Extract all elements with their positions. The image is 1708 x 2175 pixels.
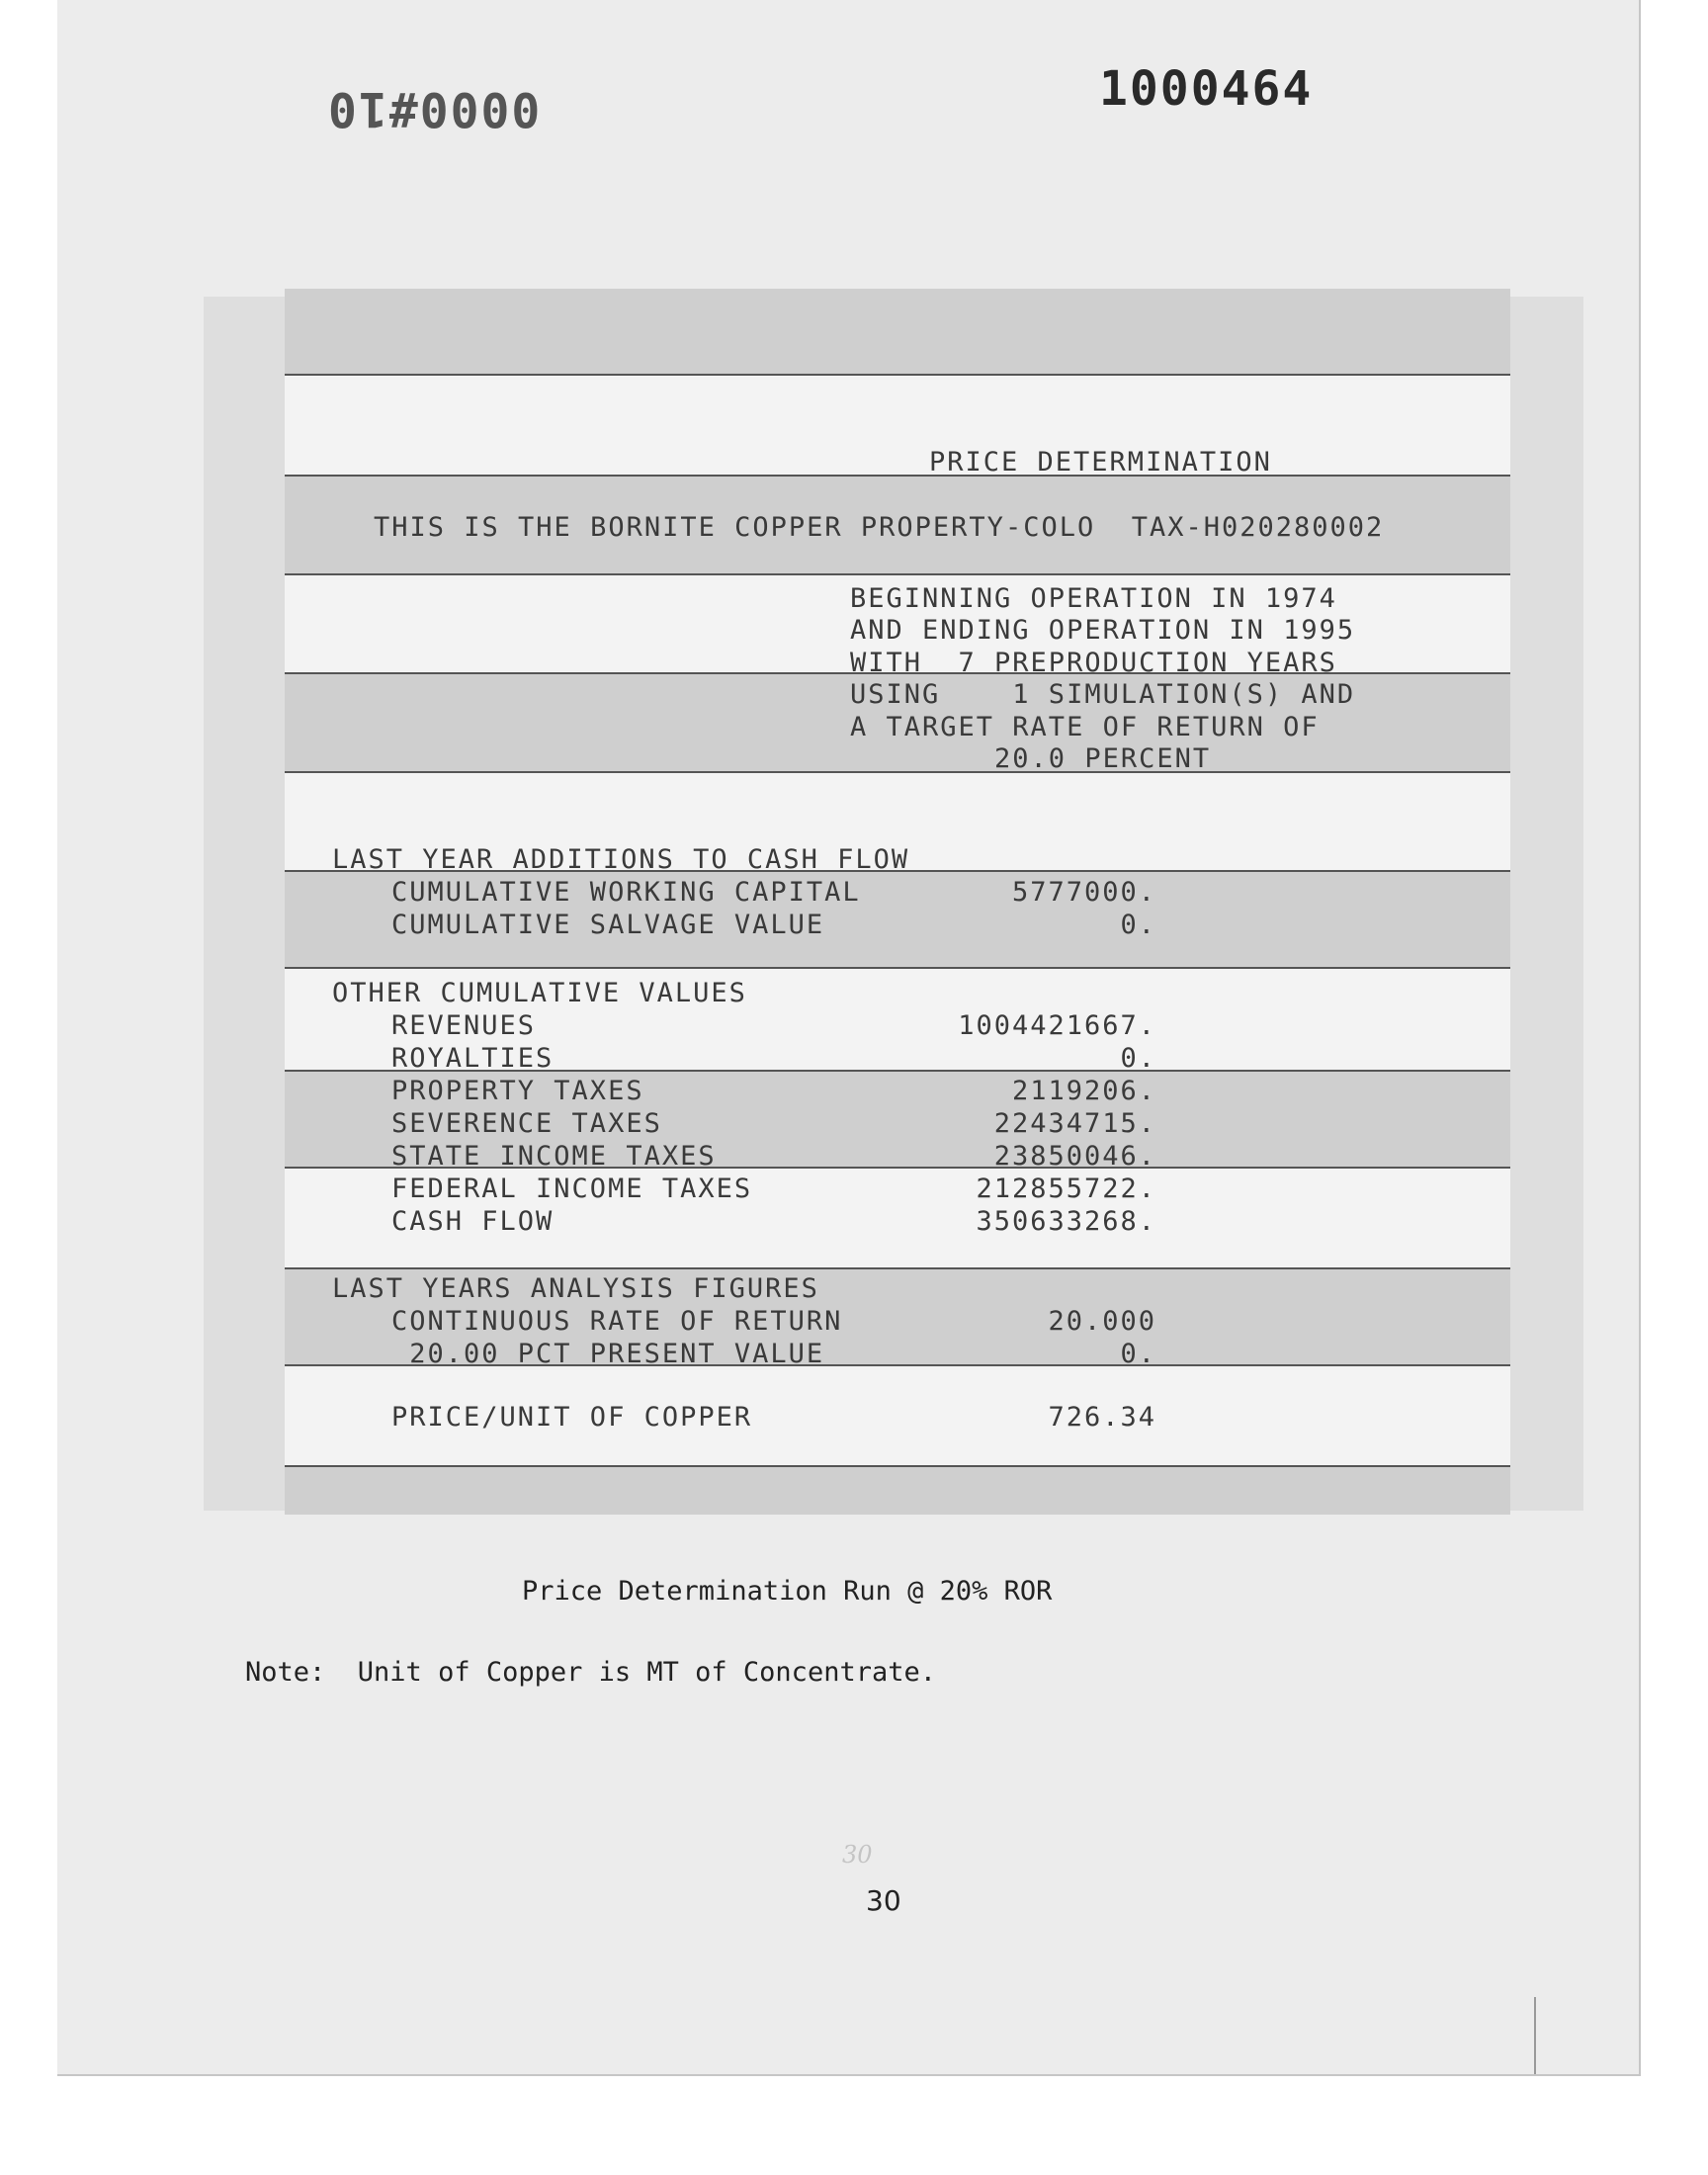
operation-line: WITH 7 PREPRODUCTION YEARS xyxy=(850,648,1337,678)
document-id-stamp: 1000464 xyxy=(1099,61,1314,117)
row-value: 23850046. xyxy=(993,1141,1156,1172)
row-label: ROYALTIES xyxy=(391,1043,555,1074)
faint-handwritten-mark: 30 xyxy=(842,1841,873,1869)
row-label: STATE INCOME TAXES xyxy=(391,1141,717,1172)
section-heading: OTHER CUMULATIVE VALUES xyxy=(332,978,747,1008)
row-value: 1004421667. xyxy=(958,1010,1156,1041)
row-label: REVENUES xyxy=(391,1010,537,1041)
operation-line: USING 1 SIMULATION(S) AND xyxy=(850,679,1356,710)
document-page xyxy=(57,0,1641,2076)
row-label: CONTINUOUS RATE OF RETURN xyxy=(391,1306,843,1337)
footnote: Note: Unit of Copper is MT of Concentrate. xyxy=(245,1657,936,1688)
printout-band xyxy=(285,289,1510,376)
printout-title: PRICE DETERMINATION xyxy=(929,447,1272,478)
row-label: 20.00 PCT PRESENT VALUE xyxy=(391,1339,825,1369)
figure-caption: Price Determination Run @ 20% ROR xyxy=(522,1576,1053,1607)
row-value: 0. xyxy=(1120,1339,1156,1369)
row-value: 0. xyxy=(1120,910,1156,940)
price-label: PRICE/UNIT OF COPPER xyxy=(391,1402,753,1433)
row-value: 5777000. xyxy=(1011,877,1156,908)
operation-line: BEGINNING OPERATION IN 1974 xyxy=(850,583,1337,614)
computer-printout xyxy=(285,289,1510,1515)
row-value: 0. xyxy=(1120,1043,1156,1074)
scan-edge-line xyxy=(1534,1997,1536,2074)
price-value: 726.34 xyxy=(1048,1402,1156,1433)
row-value: 350633268. xyxy=(976,1206,1156,1237)
printout-band xyxy=(285,1467,1510,1515)
row-label: CASH FLOW xyxy=(391,1206,555,1237)
operation-line: 20.0 PERCENT xyxy=(850,743,1212,774)
row-value: 20.000 xyxy=(1048,1306,1156,1337)
operation-line: AND ENDING OPERATION IN 1995 xyxy=(850,615,1356,646)
row-value: 212855722. xyxy=(976,1174,1156,1204)
property-line: THIS IS THE BORNITE COPPER PROPERTY-COLO TAX-H020280002 xyxy=(374,512,1385,543)
row-label: CUMULATIVE WORKING CAPITAL xyxy=(391,877,861,908)
row-label: SEVERENCE TAXES xyxy=(391,1108,662,1139)
row-value: 22434715. xyxy=(993,1108,1156,1139)
page-number: 30 xyxy=(866,1884,901,1917)
section-heading: LAST YEARS ANALYSIS FIGURES xyxy=(332,1273,819,1304)
row-value: 2119206. xyxy=(1011,1076,1156,1106)
row-label: FEDERAL INCOME TAXES xyxy=(391,1174,753,1204)
row-label: PROPERTY TAXES xyxy=(391,1076,644,1106)
row-label: CUMULATIVE SALVAGE VALUE xyxy=(391,910,825,940)
operation-line: A TARGET RATE OF RETURN OF xyxy=(850,712,1320,742)
section-heading: LAST YEAR ADDITIONS TO CASH FLOW xyxy=(332,844,910,875)
document-stamp-upside-down: 0000#10 xyxy=(326,81,541,136)
